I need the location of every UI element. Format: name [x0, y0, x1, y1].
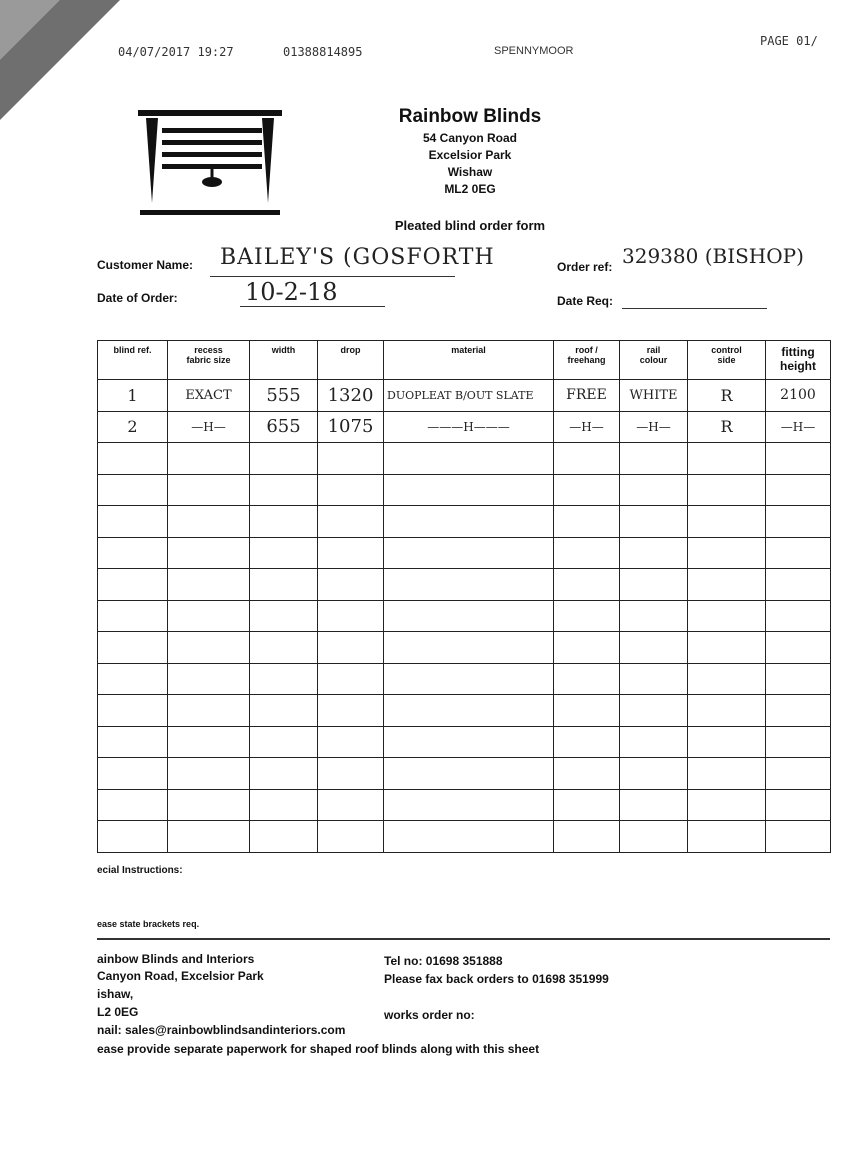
table-cell-empty[interactable] [98, 506, 168, 538]
table-cell-empty[interactable] [384, 789, 554, 821]
table-cell-empty[interactable] [318, 695, 384, 727]
table-cell-empty[interactable] [620, 821, 688, 853]
brackets-label: ease state brackets req. [97, 919, 200, 929]
table-cell-empty[interactable] [688, 569, 766, 601]
table-cell-empty[interactable] [554, 695, 620, 727]
table-cell-empty[interactable] [318, 663, 384, 695]
table-row-empty [98, 506, 831, 538]
table-cell-empty[interactable] [384, 474, 554, 506]
table-cell-empty[interactable] [250, 474, 318, 506]
special-instructions-field[interactable] [97, 882, 830, 924]
table-cell-empty[interactable] [384, 821, 554, 853]
table-cell-empty[interactable] [168, 758, 250, 790]
table-cell-empty[interactable] [250, 663, 318, 695]
table-cell-empty[interactable] [620, 663, 688, 695]
table-row [98, 380, 831, 412]
table-row-empty [98, 758, 831, 790]
customer-name-label: Customer Name: [97, 258, 194, 272]
table-cell-empty[interactable] [250, 821, 318, 853]
table-cell[interactable]: ———H——— [384, 411, 554, 443]
table-cell-empty[interactable] [620, 695, 688, 727]
table-row-empty [98, 474, 831, 506]
table-row-empty [98, 569, 831, 601]
table-header-row [98, 341, 831, 380]
header-roof-freehang: roof / freehang [554, 341, 620, 380]
table-cell-empty[interactable] [318, 474, 384, 506]
table-cell[interactable]: 2100 [766, 380, 831, 412]
table-cell-empty[interactable] [766, 443, 831, 475]
table-cell-empty[interactable] [554, 821, 620, 853]
table-cell-empty[interactable] [554, 789, 620, 821]
table-cell[interactable]: 1 [98, 380, 168, 412]
date-of-order-label: Date of Order: [97, 291, 178, 305]
table-cell-empty[interactable] [620, 506, 688, 538]
table-cell-empty[interactable] [318, 600, 384, 632]
works-order-label: works order no: [384, 1008, 475, 1022]
table-cell-empty[interactable] [384, 537, 554, 569]
table-cell-empty[interactable] [250, 569, 318, 601]
table-cell-empty[interactable] [384, 632, 554, 664]
header-control-side: control side [688, 341, 766, 380]
table-cell-empty[interactable] [168, 663, 250, 695]
table-cell-empty[interactable] [168, 789, 250, 821]
table-cell-empty[interactable] [554, 758, 620, 790]
table-cell[interactable]: 2 [98, 411, 168, 443]
table-cell-empty[interactable] [620, 569, 688, 601]
table-cell-empty[interactable] [168, 600, 250, 632]
table-cell-empty[interactable] [688, 789, 766, 821]
footer-email: nail: sales@rainbowblindsandinteriors.com [97, 1023, 346, 1037]
table-cell-empty[interactable] [620, 758, 688, 790]
table-cell-empty[interactable] [250, 758, 318, 790]
table-cell-empty[interactable] [688, 632, 766, 664]
table-cell-empty[interactable] [554, 443, 620, 475]
table-cell-empty[interactable] [384, 726, 554, 758]
table-cell-empty[interactable] [168, 443, 250, 475]
company-name: Rainbow Blinds [398, 106, 542, 127]
table-cell-empty[interactable] [168, 821, 250, 853]
date-req-line [622, 308, 767, 309]
table-cell[interactable]: DUOPLEAT B/OUT SLATE [384, 380, 554, 412]
table-cell-empty[interactable] [98, 632, 168, 664]
table-cell[interactable]: R [688, 380, 766, 412]
company-address-line-1: 54 Canyon Road [422, 131, 518, 145]
order-ref-label: Order ref: [557, 260, 613, 274]
table-cell-empty[interactable] [250, 506, 318, 538]
table-cell-empty[interactable] [318, 758, 384, 790]
footer-company-line-4: L2 0EG [97, 1005, 139, 1019]
table-cell-empty[interactable] [688, 726, 766, 758]
company-address-line-4: ML2 0EG [444, 182, 496, 196]
table-cell-empty[interactable] [98, 600, 168, 632]
table-cell-empty[interactable] [766, 569, 831, 601]
table-cell-empty[interactable] [98, 821, 168, 853]
header-material: material [384, 341, 554, 380]
table-cell-empty[interactable] [98, 726, 168, 758]
table-cell-empty[interactable] [620, 600, 688, 632]
table-cell-empty[interactable] [384, 600, 554, 632]
table-cell-empty[interactable] [554, 600, 620, 632]
table-cell-empty[interactable] [318, 789, 384, 821]
table-cell[interactable]: R [688, 411, 766, 443]
table-cell-empty[interactable] [250, 537, 318, 569]
table-cell-empty[interactable] [766, 537, 831, 569]
table-cell-empty[interactable] [554, 632, 620, 664]
table-cell-empty[interactable] [168, 695, 250, 727]
table-cell-empty[interactable] [384, 758, 554, 790]
table-cell[interactable]: FREE [554, 380, 620, 412]
table-cell-empty[interactable] [688, 474, 766, 506]
order-table [97, 340, 831, 853]
footer-company-line-1: ainbow Blinds and Interiors [97, 952, 255, 966]
table-cell-empty[interactable] [384, 443, 554, 475]
date-req-label: Date Req: [557, 294, 614, 308]
order-ref-value[interactable]: 329380 (BISHOP) [622, 244, 804, 268]
table-cell-empty[interactable] [168, 506, 250, 538]
blind-logo-icon [136, 108, 284, 216]
table-cell-empty[interactable] [766, 663, 831, 695]
date-of-order-line [240, 306, 385, 307]
company-address-line-3: Wishaw [447, 165, 493, 179]
table-cell-empty[interactable] [620, 726, 688, 758]
table-cell-empty[interactable] [554, 506, 620, 538]
footer-fax: Please fax back orders to 01698 351999 [384, 972, 609, 986]
table-cell-empty[interactable] [168, 632, 250, 664]
scan-corner-fold [0, 0, 60, 60]
fax-datetime: 04/07/2017 19:27 [118, 45, 234, 59]
table-cell-empty[interactable] [168, 474, 250, 506]
table-cell-empty[interactable] [620, 474, 688, 506]
table-cell-empty[interactable] [384, 663, 554, 695]
table-cell-empty[interactable] [250, 695, 318, 727]
table-cell-empty[interactable] [98, 537, 168, 569]
table-cell-empty[interactable] [318, 537, 384, 569]
header-width: width [250, 341, 318, 380]
table-cell-empty[interactable] [620, 537, 688, 569]
table-cell-empty[interactable] [168, 726, 250, 758]
table-cell-empty[interactable] [554, 537, 620, 569]
table-cell[interactable]: WHITE [620, 380, 688, 412]
table-cell[interactable]: 1075 [318, 411, 384, 443]
table-cell-empty[interactable] [688, 758, 766, 790]
table-cell-empty[interactable] [384, 569, 554, 601]
table-cell-empty[interactable] [688, 443, 766, 475]
table-cell-empty[interactable] [250, 726, 318, 758]
table-cell[interactable]: 555 [250, 380, 318, 412]
table-row-empty [98, 443, 831, 475]
header-drop: drop [318, 341, 384, 380]
fax-page: PAGE 01/ [760, 34, 818, 48]
table-row-empty [98, 726, 831, 758]
table-cell-empty[interactable] [98, 443, 168, 475]
table-cell-empty[interactable] [554, 569, 620, 601]
table-row-empty [98, 663, 831, 695]
table-cell[interactable]: —H— [168, 411, 250, 443]
table-cell-empty[interactable] [620, 789, 688, 821]
table-cell[interactable]: 1320 [318, 380, 384, 412]
table-cell[interactable]: —H— [766, 411, 831, 443]
table-cell-empty[interactable] [688, 506, 766, 538]
table-cell-empty[interactable] [554, 663, 620, 695]
table-cell-empty[interactable] [98, 474, 168, 506]
table-cell-empty[interactable] [318, 569, 384, 601]
table-cell-empty[interactable] [766, 758, 831, 790]
table-cell-empty[interactable] [384, 506, 554, 538]
footer-divider [97, 938, 830, 940]
table-cell-empty[interactable] [250, 600, 318, 632]
table-cell[interactable]: —H— [554, 411, 620, 443]
table-row-empty [98, 600, 831, 632]
table-cell[interactable]: EXACT [168, 380, 250, 412]
special-instructions-label: ecial Instructions: [97, 865, 183, 876]
table-cell-empty[interactable] [688, 537, 766, 569]
table-row-empty [98, 632, 831, 664]
footer-note: ease provide separate paperwork for shaped roof blinds along with this sheet [97, 1042, 540, 1056]
header-fitting-height: fitting height [766, 341, 831, 380]
table-row-empty [98, 537, 831, 569]
table-cell[interactable]: 655 [250, 411, 318, 443]
fax-phone: 01388814895 [283, 45, 363, 59]
table-cell-empty[interactable] [168, 569, 250, 601]
table-cell-empty[interactable] [766, 726, 831, 758]
table-row [98, 411, 831, 443]
form-title: Pleated blind order form [394, 218, 546, 233]
table-cell-empty[interactable] [250, 443, 318, 475]
table-cell-empty[interactable] [688, 821, 766, 853]
table-cell-empty[interactable] [766, 789, 831, 821]
table-cell-empty[interactable] [766, 600, 831, 632]
table-cell-empty[interactable] [554, 726, 620, 758]
table-cell-empty[interactable] [384, 695, 554, 727]
fax-location: SPENNYMOOR [494, 45, 574, 57]
table-cell[interactable]: —H— [620, 411, 688, 443]
footer-tel: Tel no: 01698 351888 [384, 954, 503, 968]
company-address-line-2: Excelsior Park [428, 148, 512, 162]
table-cell-empty[interactable] [620, 443, 688, 475]
table-cell-empty[interactable] [318, 506, 384, 538]
table-cell-empty[interactable] [318, 443, 384, 475]
table-cell-empty[interactable] [98, 663, 168, 695]
table-cell-empty[interactable] [766, 474, 831, 506]
table-cell-empty[interactable] [318, 821, 384, 853]
header-recess-fabric-size: recess fabric size [168, 341, 250, 380]
table-cell-empty[interactable] [250, 632, 318, 664]
table-cell-empty[interactable] [98, 758, 168, 790]
header-blind-ref: blind ref. [98, 341, 168, 380]
table-cell-empty[interactable] [98, 695, 168, 727]
table-cell-empty[interactable] [554, 474, 620, 506]
table-row-empty [98, 789, 831, 821]
date-of-order-value[interactable]: 10-2-18 [245, 278, 338, 306]
customer-name-line [210, 276, 455, 277]
table-cell-empty[interactable] [250, 789, 318, 821]
header-rail-colour: rail colour [620, 341, 688, 380]
table-cell-empty[interactable] [688, 695, 766, 727]
table-cell-empty[interactable] [98, 789, 168, 821]
table-cell-empty[interactable] [688, 663, 766, 695]
table-cell-empty[interactable] [318, 632, 384, 664]
table-cell-empty[interactable] [620, 632, 688, 664]
table-cell-empty[interactable] [688, 600, 766, 632]
table-cell-empty[interactable] [766, 632, 831, 664]
table-cell-empty[interactable] [318, 726, 384, 758]
customer-name-value[interactable]: BAILEY'S (GOSFORTH [220, 245, 495, 270]
table-cell-empty[interactable] [766, 506, 831, 538]
footer-company-line-2: Canyon Road, Excelsior Park [97, 969, 264, 983]
table-cell-empty[interactable] [168, 537, 250, 569]
footer-company-line-3: ishaw, [97, 987, 134, 1001]
table-cell-empty[interactable] [766, 695, 831, 727]
table-cell-empty[interactable] [98, 569, 168, 601]
table-row-empty [98, 695, 831, 727]
table-cell-empty[interactable] [766, 821, 831, 853]
table-row-empty [98, 821, 831, 853]
